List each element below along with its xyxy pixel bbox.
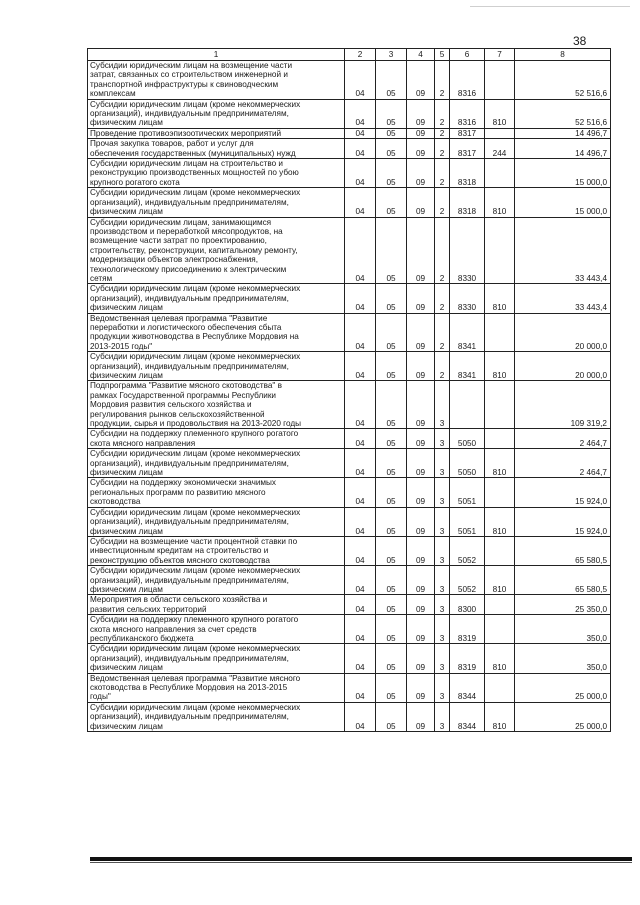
row-amount: 52 516,6: [515, 61, 611, 100]
budget-table: [87, 48, 611, 732]
row-name: Субсидии юридическим лицам, занимающимся производством и переработкой мясопродуктов, на возмещение части затрат по проектированию, строительству, реконструкции, капитальному ремонту, модернизации объектов электроснабжения, технологическому присоединению к электрическим сетям: [88, 217, 345, 284]
row-code-c4: 09: [407, 284, 435, 313]
table-row: [88, 536, 611, 565]
row-code-c6: 8319: [450, 615, 485, 644]
row-code-c5: 3: [435, 644, 450, 673]
table-row: [88, 449, 611, 478]
row-code-c3: 05: [376, 507, 407, 536]
row-code-c3: 05: [376, 61, 407, 100]
row-code-c2: 04: [345, 159, 376, 188]
row-code-c3: 05: [376, 381, 407, 429]
row-code-c3: 05: [376, 99, 407, 128]
row-code-c2: 04: [345, 313, 376, 352]
row-code-c7: [485, 536, 515, 565]
row-name: Субсидии юридическим лицам (кроме некоммерческих организаций), индивидуальным предпринимателям, физическим лицам: [88, 284, 345, 313]
row-code-c7: [485, 381, 515, 429]
row-code-c2: 04: [345, 139, 376, 159]
table-row: [88, 429, 611, 449]
row-code-c6: 8341: [450, 313, 485, 352]
row-name: Субсидии на поддержку племенного крупного рогатого скота мясного направления за счет средств республиканского бюджета: [88, 615, 345, 644]
row-amount: 14 496,7: [515, 139, 611, 159]
row-code-c6: 8316: [450, 61, 485, 100]
row-code-c3: 05: [376, 284, 407, 313]
table-row: [88, 139, 611, 159]
row-code-c4: 09: [407, 536, 435, 565]
row-code-c3: 05: [376, 478, 407, 507]
row-name: Субсидии юридическим лицам (кроме некоммерческих организаций), индивидуальным предпринимателям, физическим лицам: [88, 99, 345, 128]
row-code-c5: 3: [435, 381, 450, 429]
row-code-c4: 09: [407, 128, 435, 138]
row-code-c2: 04: [345, 352, 376, 381]
row-code-c5: 2: [435, 188, 450, 217]
row-code-c4: 09: [407, 615, 435, 644]
row-name: Прочая закупка товаров, работ и услуг для обеспечения государственных (муниципальных) нужд: [88, 139, 345, 159]
row-amount: 33 443,4: [515, 284, 611, 313]
row-code-c5: 3: [435, 595, 450, 615]
row-code-c4: 09: [407, 449, 435, 478]
row-amount: 15 924,0: [515, 478, 611, 507]
row-code-c4: 09: [407, 352, 435, 381]
table-row: [88, 381, 611, 429]
row-code-c6: 5051: [450, 478, 485, 507]
row-code-c6: 8330: [450, 284, 485, 313]
row-code-c3: 05: [376, 128, 407, 138]
row-code-c4: 09: [407, 217, 435, 284]
row-code-c2: 04: [345, 449, 376, 478]
row-code-c6: 8330: [450, 217, 485, 284]
header-cell: 2: [345, 49, 376, 61]
row-amount: 15 000,0: [515, 188, 611, 217]
row-code-c4: 09: [407, 381, 435, 429]
row-code-c4: 09: [407, 644, 435, 673]
table-row: [88, 313, 611, 352]
row-code-c2: 04: [345, 615, 376, 644]
row-code-c2: 04: [345, 217, 376, 284]
row-code-c5: 3: [435, 507, 450, 536]
row-code-c3: 05: [376, 673, 407, 702]
row-code-c7: 810: [485, 188, 515, 217]
top-scan-line: [470, 6, 630, 7]
table-row: [88, 159, 611, 188]
row-code-c5: 2: [435, 159, 450, 188]
row-code-c2: 04: [345, 99, 376, 128]
row-name: Субсидии на поддержку экономически значимых региональных программ по развитию мясного скотоводства: [88, 478, 345, 507]
row-code-c7: [485, 217, 515, 284]
row-code-c7: 810: [485, 702, 515, 731]
row-code-c5: 2: [435, 217, 450, 284]
row-name: Ведомственная целевая программа "Развитие переработки и логистического обеспечения сбыта продукции животноводства в Республике Мордовия на 2013-2015 годы": [88, 313, 345, 352]
table-row: [88, 284, 611, 313]
row-code-c6: 8317: [450, 128, 485, 138]
row-code-c6: 5050: [450, 429, 485, 449]
row-code-c5: 3: [435, 536, 450, 565]
row-amount: 25 000,0: [515, 673, 611, 702]
row-name: Ведомственная целевая программа "Развитие мясного скотоводства в Республике Мордовия на 2013-2015 годы": [88, 673, 345, 702]
row-amount: 15 924,0: [515, 507, 611, 536]
row-code-c5: 2: [435, 284, 450, 313]
row-code-c5: 2: [435, 352, 450, 381]
row-amount: 14 496,7: [515, 128, 611, 138]
table-row: [88, 673, 611, 702]
row-code-c2: 04: [345, 61, 376, 100]
table-row: [88, 188, 611, 217]
row-amount: 2 464,7: [515, 429, 611, 449]
row-code-c5: 3: [435, 449, 450, 478]
row-amount: 15 000,0: [515, 159, 611, 188]
row-code-c5: 3: [435, 566, 450, 595]
row-amount: 20 000,0: [515, 352, 611, 381]
row-code-c7: 810: [485, 449, 515, 478]
row-code-c2: 04: [345, 478, 376, 507]
row-code-c3: 05: [376, 159, 407, 188]
row-code-c2: 04: [345, 673, 376, 702]
row-code-c5: 3: [435, 429, 450, 449]
row-code-c7: [485, 313, 515, 352]
row-amount: 350,0: [515, 644, 611, 673]
header-cell: 5: [435, 49, 450, 61]
row-code-c2: 04: [345, 566, 376, 595]
row-code-c5: 3: [435, 478, 450, 507]
row-code-c6: 8344: [450, 673, 485, 702]
row-code-c6: 5051: [450, 507, 485, 536]
row-code-c7: 810: [485, 99, 515, 128]
row-code-c4: 09: [407, 702, 435, 731]
table-row: [88, 595, 611, 615]
table-row: [88, 615, 611, 644]
row-amount: 65 580,5: [515, 566, 611, 595]
row-code-c6: 8319: [450, 644, 485, 673]
row-code-c2: 04: [345, 702, 376, 731]
row-name: Субсидии юридическим лицам (кроме некоммерческих организаций), индивидуальным предпринимателям, физическим лицам: [88, 449, 345, 478]
table-row: [88, 507, 611, 536]
row-code-c7: 810: [485, 566, 515, 595]
header-cell: 8: [515, 49, 611, 61]
table-row: [88, 128, 611, 138]
row-code-c5: 2: [435, 128, 450, 138]
row-code-c4: 09: [407, 478, 435, 507]
row-code-c4: 09: [407, 139, 435, 159]
row-code-c6: 5052: [450, 566, 485, 595]
header-cell: 3: [376, 49, 407, 61]
row-code-c3: 05: [376, 352, 407, 381]
row-name: Субсидии юридическим лицам (кроме некоммерческих организаций), индивидуальным предпринимателям, физическим лицам: [88, 702, 345, 731]
row-code-c4: 09: [407, 566, 435, 595]
row-code-c7: 810: [485, 284, 515, 313]
row-code-c4: 09: [407, 61, 435, 100]
row-name: Субсидии юридическим лицам (кроме некоммерческих организаций), индивидуальным предпринимателям, физическим лицам: [88, 566, 345, 595]
table-row: [88, 61, 611, 100]
row-name: Подпрограмма "Развитие мясного скотоводства" в рамках Государственной программы Республики Мордовия развития сельского хозяйства и регулирования рынков сельскохозяйственной продукции, сырья и продовольствия на 2013-2020 годы: [88, 381, 345, 429]
row-code-c4: 09: [407, 99, 435, 128]
row-name: Субсидии юридическим лицам (кроме некоммерческих организаций), индивидуальным предпринимателям, физическим лицам: [88, 352, 345, 381]
table-row: [88, 99, 611, 128]
row-name: Субсидии юридическим лицам (кроме некоммерческих организаций), индивидуальным предпринимателям, физическим лицам: [88, 644, 345, 673]
header-cell: 7: [485, 49, 515, 61]
row-code-c7: [485, 615, 515, 644]
row-amount: 52 516,6: [515, 99, 611, 128]
row-name: Субсидии юридическим лицам на возмещение части затрат, связанных со строительством инженерной и транспортной инфраструктуры к свиноводческим комплексам: [88, 61, 345, 100]
row-code-c6: 8318: [450, 159, 485, 188]
table-row: [88, 352, 611, 381]
row-amount: 33 443,4: [515, 217, 611, 284]
row-code-c7: 810: [485, 352, 515, 381]
row-name: Субсидии юридическим лицам (кроме некоммерческих организаций), индивидуальным предпринимателям, физическим лицам: [88, 507, 345, 536]
row-code-c7: [485, 128, 515, 138]
row-amount: 25 000,0: [515, 702, 611, 731]
row-name: Субсидии на поддержку племенного крупного рогатого скота мясного направления: [88, 429, 345, 449]
table-row: [88, 478, 611, 507]
row-code-c4: 09: [407, 159, 435, 188]
row-code-c2: 04: [345, 507, 376, 536]
row-code-c4: 09: [407, 507, 435, 536]
table-row: [88, 566, 611, 595]
header-cell: 1: [88, 49, 345, 61]
row-code-c3: 05: [376, 139, 407, 159]
row-code-c6: 8341: [450, 352, 485, 381]
row-code-c2: 04: [345, 284, 376, 313]
row-code-c7: [485, 429, 515, 449]
row-code-c7: [485, 673, 515, 702]
row-amount: 25 350,0: [515, 595, 611, 615]
row-amount: 20 000,0: [515, 313, 611, 352]
row-code-c3: 05: [376, 429, 407, 449]
page-number: 38: [573, 34, 587, 48]
row-code-c7: 244: [485, 139, 515, 159]
row-code-c3: 05: [376, 702, 407, 731]
row-code-c4: 09: [407, 313, 435, 352]
row-code-c6: 5052: [450, 536, 485, 565]
row-code-c7: 810: [485, 507, 515, 536]
row-code-c4: 09: [407, 188, 435, 217]
row-code-c2: 04: [345, 536, 376, 565]
row-code-c7: [485, 61, 515, 100]
row-code-c6: 8317: [450, 139, 485, 159]
row-code-c3: 05: [376, 566, 407, 595]
row-code-c3: 05: [376, 188, 407, 217]
row-code-c5: 2: [435, 313, 450, 352]
row-amount: 350,0: [515, 615, 611, 644]
row-code-c3: 05: [376, 615, 407, 644]
row-amount: 65 580,5: [515, 536, 611, 565]
row-code-c3: 05: [376, 644, 407, 673]
row-code-c2: 04: [345, 128, 376, 138]
row-code-c7: [485, 595, 515, 615]
row-code-c3: 05: [376, 449, 407, 478]
row-code-c7: [485, 478, 515, 507]
row-code-c3: 05: [376, 536, 407, 565]
row-amount: 109 319,2: [515, 381, 611, 429]
row-code-c2: 04: [345, 381, 376, 429]
row-code-c5: 3: [435, 702, 450, 731]
row-name: Субсидии юридическим лицам на строительство и реконструкцию производственных мощностей по убою крупного рогатого скота: [88, 159, 345, 188]
row-code-c3: 05: [376, 595, 407, 615]
table-row: [88, 702, 611, 731]
row-code-c4: 09: [407, 429, 435, 449]
row-code-c6: [450, 381, 485, 429]
row-amount: 2 464,7: [515, 449, 611, 478]
row-code-c4: 09: [407, 595, 435, 615]
bottom-scan-bar: [90, 857, 632, 861]
row-code-c3: 05: [376, 217, 407, 284]
row-code-c5: 3: [435, 673, 450, 702]
row-code-c2: 04: [345, 429, 376, 449]
row-code-c6: 8318: [450, 188, 485, 217]
row-name: Проведение противоэпизоотических мероприятий: [88, 128, 345, 138]
header-cell: 4: [407, 49, 435, 61]
row-code-c5: 2: [435, 61, 450, 100]
row-code-c6: 8300: [450, 595, 485, 615]
header-cell: 6: [450, 49, 485, 61]
row-code-c6: 5050: [450, 449, 485, 478]
table-header-row: [88, 49, 611, 61]
row-name: Мероприятия в области сельского хозяйства и развития сельских территорий: [88, 595, 345, 615]
row-code-c6: 8344: [450, 702, 485, 731]
row-code-c3: 05: [376, 313, 407, 352]
row-code-c5: 2: [435, 99, 450, 128]
row-code-c2: 04: [345, 188, 376, 217]
row-code-c7: [485, 159, 515, 188]
bottom-scan-line: [90, 862, 632, 863]
table-row: [88, 644, 611, 673]
row-code-c4: 09: [407, 673, 435, 702]
row-name: Субсидии на возмещение части процентной ставки по инвестиционным кредитам на строительство и реконструкцию объектов мясного скотоводства: [88, 536, 345, 565]
row-code-c7: 810: [485, 644, 515, 673]
row-code-c5: 2: [435, 139, 450, 159]
row-code-c2: 04: [345, 644, 376, 673]
table-row: [88, 217, 611, 284]
row-name: Субсидии юридическим лицам (кроме некоммерческих организаций), индивидуальным предпринимателям, физическим лицам: [88, 188, 345, 217]
row-code-c2: 04: [345, 595, 376, 615]
row-code-c5: 3: [435, 615, 450, 644]
row-code-c6: 8316: [450, 99, 485, 128]
